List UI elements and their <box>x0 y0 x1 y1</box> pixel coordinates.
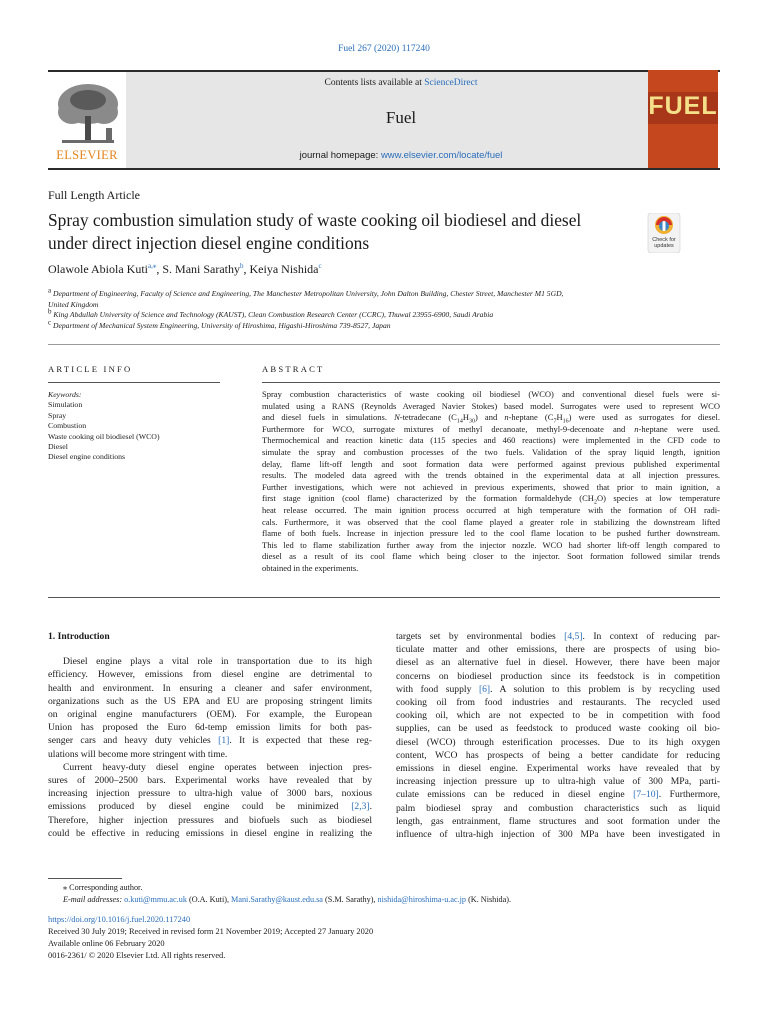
sciencedirect-link[interactable]: ScienceDirect <box>424 78 478 88</box>
author-name[interactable]: Keiya Nishida <box>249 262 319 276</box>
abstract-line: delay, flame lift-off length and soot formation data were performed against previous published experimental <box>262 458 720 469</box>
keywords-label: Keywords: <box>48 390 82 399</box>
keyword-item: Diesel <box>48 442 68 452</box>
body-column-right <box>396 630 720 841</box>
affiliation-item: $^b$ King Abdullah University of Science and Technology (KAUST), Clean Combustion Research Center (CCRC), Thuwal 23955-6900, Saudi Arabia <box>48 307 494 319</box>
keyword-item: Diesel engine conditions <box>48 452 126 462</box>
journal-header <box>48 70 720 170</box>
email-link[interactable]: Mani.Sarathy@kaust.edu.sa <box>231 895 323 904</box>
divider <box>48 344 720 345</box>
corresponding-author-note: ⁎ Corresponding author. <box>63 883 143 892</box>
title-line-2: under direct injection diesel engine conditions <box>48 233 370 253</box>
abstract-line: mulated using a RANS (Reynolds Averaged Navier Stokes) based model. Surrogates were used to represent WCO <box>262 400 720 411</box>
abstract-line: Thermochemical and reaction kinetic data (115 species and 460 reactions) were implemented in the CFD code to <box>262 435 720 446</box>
paragraph: targets set by environmental bodies [4,5]. In context of reducing par- ticulate matter and other emissions, there are prospects of using bio- diesel as an alternative fuel in diesel. However, there have been major concerns on biodiesel production since its feedstock is in competition with food supply [6]. A solution to this problem is by recycling used cooking oil from food industries and restaurants. The recycled used cooking oil, which are not expected to be in competition with food supplies, can be used as feedstock to produced waste cooking oil bio- diesel (WCO) through esterification processes. Due to its high oxygen content, WCO has prospects of being a better candidate for reducing emissions in diesel engine. Experimental works have revealed that by increasing injection pressure up to ultra-high value of 300 MPa, parti- culate emissions can be reduced in diesel engine [7–10]. Furthermore, palm biodiesel spray and combustion characteristics such as liquid length, gas entrainment, flame structures and soot formation under the influence of ultra-high injection of 300 MPa have been investigated in <box>396 631 721 841</box>
journal-cover-image[interactable] <box>648 70 718 168</box>
footnotes <box>48 882 720 906</box>
paragraph: Diesel engine plays a vital role in transportation due to its high efficiency. However, emissions from diesel engine are detrimental to health and environment. In ensuring a cleaner and safer environment, organizations such as the US EPA and EU are proposing stringent limits on original engine manufacturers (OEM). For example, the European Union has proposed the Euro 6d-temp emission limits for both pas- senger cars and heavy duty vehicles [1]. It is expected that these reg- ulations will become more stringent with time. <box>48 656 372 760</box>
divider <box>48 597 720 598</box>
received-dates: Received 30 July 2019; Received in revised form 21 November 2019; Accepted 27 January 2020 <box>48 927 374 936</box>
abstract-body <box>262 389 720 575</box>
affiliations <box>48 286 688 331</box>
journal-citation[interactable]: Fuel 267 (2020) 117240 <box>338 44 430 54</box>
author-affil-sup[interactable]: c <box>318 262 322 270</box>
contents-line: Contents lists available at ScienceDirect <box>324 78 478 88</box>
abstract-line: flame of both fuels. Increase in injection pressure led to the cool flame location to be pushed further downstream. <box>262 528 720 539</box>
author-affil-sup[interactable]: b <box>240 262 244 270</box>
abstract-line: and diesel fuels in simulations. N-tetradecane $(C_{14}H_{30})$ and n-heptane $(C_7H_{16})$ were used as surrogates for diesel. <box>262 412 720 425</box>
affiliation-item: United Kingdom <box>48 299 99 309</box>
article-info-heading: ARTICLE INFO <box>48 364 133 374</box>
journal-homepage-link[interactable]: www.elsevier.com/locate/fuel <box>380 150 503 161</box>
abstract-line: first stage ignition (cool flame) characterized by the formation formaldehyde $(CH_2O)$ species at low temperature <box>262 493 720 507</box>
keyword-item: Simulation <box>48 400 83 410</box>
keywords-block <box>48 390 238 463</box>
abstract-line: Furthermore for WCO, surrogate mixtures of methyl decanoate, methyl-9-decenoate and n-heptane were used. <box>262 423 720 434</box>
section-heading-introduction: 1. Introduction <box>48 631 110 642</box>
homepage-line: journal homepage: www.elsevier.com/locate/fuel <box>299 150 503 161</box>
header-rule-bottom <box>48 168 720 170</box>
keyword-item: Spray <box>48 410 67 420</box>
title-line-1: Spray combustion simulation study of waste cooking oil biodiesel and diesel <box>48 210 582 230</box>
affiliation-item: $^a$ Department of Engineering, Faculty of Science and Engineering, The Manchester Metropolitan University, John Dalton Building, Chester Street, Manchester M1 5GD, <box>48 286 564 298</box>
copyright-line: 0016-2361/ © 2020 Elsevier Ltd. All rights reserved. <box>48 951 226 960</box>
affiliation-item: $^c$ Department of Mechanical System Engineering, University of Hiroshima, Higashi-Hiroshima 739-8527, Japan <box>48 317 391 330</box>
email-addresses: E-mail addresses: o.kuti@mmu.ac.uk (O.A. Kuti), Mani.Sarathy@kaust.edu.sa (S.M. Sarathy), nishida@hiroshima-u.ac.jp (K. Nishida). <box>63 895 512 904</box>
author-affil-sup[interactable]: a,⁎ <box>147 262 157 270</box>
divider <box>48 382 220 383</box>
abstract-line: This led to flame stabilization further away from the injector nozzle. WCO had shorter lift-off length compared to <box>262 539 720 550</box>
divider <box>262 382 720 383</box>
body-column-left <box>48 630 372 840</box>
author-name[interactable]: Olawole Abiola Kuti <box>48 262 148 276</box>
keyword-item: Combustion <box>48 421 87 431</box>
available-online-date: Available online 06 February 2020 <box>48 939 165 948</box>
article-type: Full Length Article <box>48 188 140 202</box>
cover-title: FUEL <box>648 92 718 120</box>
abstract-line: cals. Furthermore, it was observed that the cool flame played a greater role in stabilizing the downstream lifted <box>262 516 720 527</box>
abstract-line: obtained in the experiments. <box>262 562 359 573</box>
elsevier-wordmark: ELSEVIER <box>56 148 118 162</box>
keyword-item: Waste cooking oil biodiesel (WCO) <box>48 431 160 441</box>
abstract-line: Spray combustion characteristics of waste cooking oil biodiesel (WCO) and conventional diesel fuels were si- <box>262 389 720 399</box>
email-link[interactable]: nishida@hiroshima-u.ac.jp <box>377 895 467 904</box>
article-title <box>48 209 638 255</box>
abstract-line: simulate the spray and combustion processes of the two fuels. Validation of the spray liquid length, ignition <box>262 446 720 457</box>
article-metadata <box>48 914 720 962</box>
author-name[interactable]: S. Mani Sarathy <box>162 262 241 276</box>
abstract-line: Further investigations, which were not achieved in previous experiments, showed that prior to main ignition, a <box>262 481 720 492</box>
abstract-line: results. The modeled data agreed with the trends obtained in the experimental data at all injection pressures. <box>262 470 720 481</box>
footnote-divider <box>48 878 122 879</box>
abstract-line: heat release occurred. The main ignition process occurred at high temperature with the formation of OH radi- <box>262 504 720 515</box>
author-list: Olawole Abiola Kuti$^{a,⁎}$, S. Mani Sarathy$^b$, Keiya Nishida$^c$ <box>48 262 322 276</box>
abstract-line: diesel as a result of its cool flame which being closer to the injector. Soot formation followed similar trends <box>262 551 720 562</box>
header-rule-top <box>48 70 720 72</box>
doi-link[interactable]: https://doi.org/10.1016/j.fuel.2020.117240 <box>48 915 191 924</box>
paragraph: Current heavy-duty diesel engine operates between injection pres- sures of 2000–2500 bars. Experimental works have revealed that by increasing injection pressure to ultra-high value of 3000 bars, noxious emissions produced by diesel engine could be minimized [2,3]. Therefore, higher injection pressures and biofuels such as biodiesel could be effective in reducing emissions in diesel engine in realizing the <box>48 761 372 839</box>
crossmark-label[interactable]: Check for updates <box>652 237 676 249</box>
email-link[interactable]: o.kuti@mmu.ac.uk <box>124 895 187 904</box>
journal-name: Fuel <box>385 108 417 127</box>
abstract-heading: ABSTRACT <box>262 364 325 374</box>
